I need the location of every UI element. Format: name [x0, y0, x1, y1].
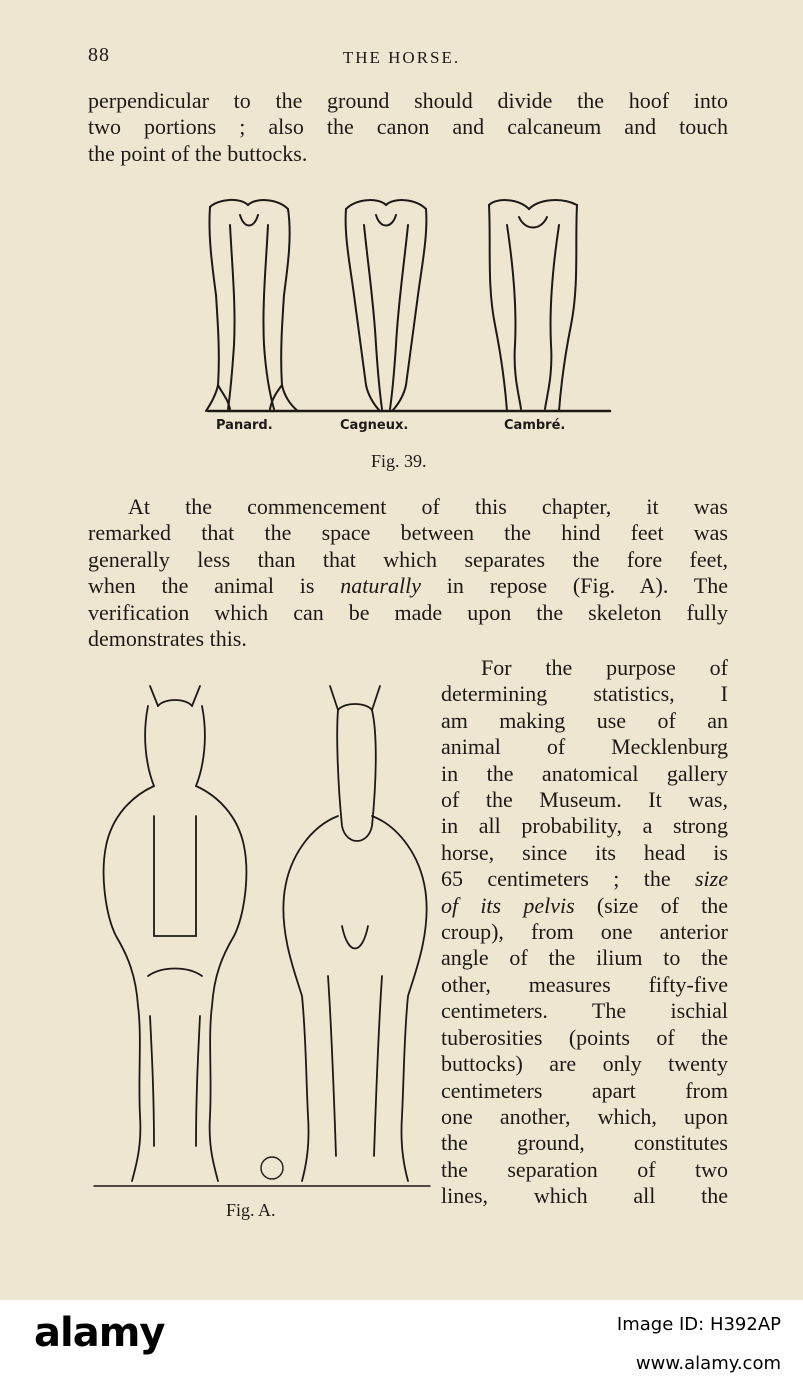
figure-39-illustration — [200, 195, 620, 445]
text-line: the ground, constitutes — [441, 1130, 728, 1156]
text-line: croup), from one anterior — [441, 919, 728, 945]
text-line: animal of Mecklenburg — [441, 734, 728, 760]
text-line: the separation of two — [441, 1156, 728, 1182]
alamy-logo: alamy — [34, 1310, 165, 1356]
paragraph-statistics — [441, 655, 728, 1210]
text-line: angle of the ilium to the — [441, 945, 728, 971]
figure-a-illustration — [92, 676, 432, 1196]
paragraph-commencement — [88, 494, 728, 652]
text-line — [441, 893, 728, 919]
text-line: buttocks) are only twenty — [441, 1051, 728, 1077]
artist-monogram — [261, 1157, 283, 1179]
paragraph-intro — [88, 88, 728, 167]
text-run: in repose (Fig. A). The — [420, 573, 728, 599]
text-emphasis: of its pelvis — [441, 892, 575, 918]
text-run: 65 centimeters ; the — [441, 866, 695, 892]
text-line: one another, which, upon — [441, 1103, 728, 1129]
page-number: 88 — [88, 44, 110, 66]
text-line: perpendicular to the ground should divide the hoof into — [88, 88, 728, 113]
text-line: demonstrates this. — [88, 626, 247, 652]
text-line: lines, which all the — [441, 1183, 728, 1209]
text-line: other, measures fifty-five — [441, 971, 728, 997]
figure-a-caption: Fig. A. — [226, 1200, 276, 1220]
text-line: determining statistics, I — [441, 681, 728, 707]
text-line — [88, 573, 728, 599]
text-line: the point of the buttocks. — [88, 140, 308, 166]
text-line: generally less than that which separates the fore feet, — [88, 546, 728, 572]
text-line: tuberosities (points of the — [441, 1024, 728, 1050]
figure-39-label-cambre: Cambré. — [504, 418, 566, 433]
text-run: when the animal is — [88, 573, 341, 599]
cambre-legs-drawing — [489, 200, 577, 411]
text-line: centimeters apart from — [441, 1077, 728, 1103]
text-line: For the purpose of — [481, 655, 728, 680]
text-line: horse, since its head is — [441, 839, 728, 865]
text-line: in the anatomical gallery — [441, 760, 728, 786]
text-run: (size of the — [574, 892, 729, 918]
text-line: two portions ; also the canon and calcaneum and touch — [88, 114, 728, 140]
text-line: verification which can be made upon the skeleton fully — [88, 599, 728, 625]
text-emphasis: size — [695, 866, 728, 892]
panard-legs-drawing — [206, 200, 298, 411]
text-line: remarked that the space between the hind feet was — [88, 520, 728, 546]
text-line: At the commencement of this chapter, it was — [128, 494, 728, 519]
text-line: am making use of an — [441, 707, 728, 733]
image-id-label: Image ID: H392AP — [616, 1314, 781, 1335]
site-url-label: www.alamy.com — [635, 1353, 781, 1374]
figure-39-label-panard: Panard. — [216, 418, 273, 433]
figure-39-caption: Fig. 39. — [371, 451, 427, 471]
horse-rear-view-drawing — [104, 686, 247, 1181]
text-line — [441, 866, 728, 892]
text-line: in all probability, a strong — [441, 813, 728, 839]
text-emphasis: naturally — [340, 573, 421, 599]
figure-39-label-cagneux: Cagneux. — [340, 418, 409, 433]
cagneux-legs-drawing — [346, 200, 427, 411]
horse-front-view-drawing — [283, 686, 426, 1181]
text-line: of the Museum. It was, — [441, 787, 728, 813]
running-head: THE HORSE. — [342, 48, 461, 67]
text-line: centimeters. The ischial — [441, 998, 728, 1024]
